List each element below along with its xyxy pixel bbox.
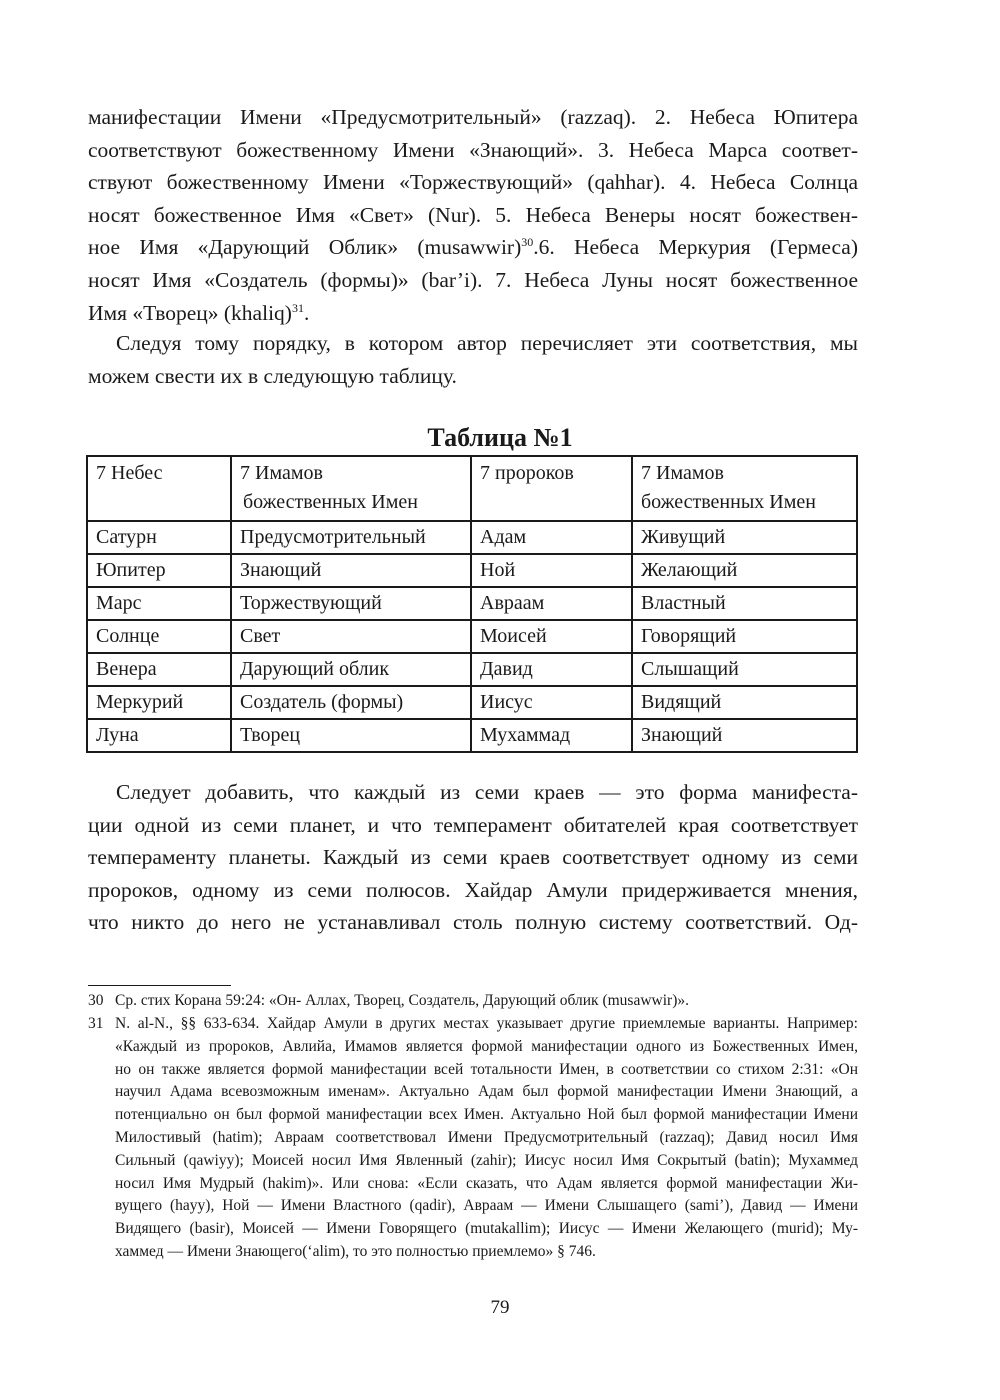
table-cell: Иисус <box>471 686 632 719</box>
header-cell: 7 Небес <box>87 456 231 521</box>
table-cell: Предусмотрительный <box>231 521 471 554</box>
header-cell: 7 пророков <box>471 456 632 521</box>
table-cell: Авраам <box>471 587 632 620</box>
text-line: носят Имя «Создатель (формы)» (bar’i). 7. Небеса Луны носят божественное <box>88 267 858 292</box>
footnote-number: 30 <box>88 992 104 1009</box>
table-cell: Солнце <box>87 620 231 653</box>
table-cell: Создатель (формы) <box>231 686 471 719</box>
table-row <box>87 620 857 653</box>
footnote-separator <box>88 985 231 986</box>
footnote-ref-31[interactable]: 31 <box>291 300 304 315</box>
text-line: можем свести их в следующую таблицу. <box>88 363 457 388</box>
table-row <box>87 587 857 620</box>
footnote-number: 31 <box>88 1015 104 1032</box>
page-number: 79 <box>490 1297 510 1318</box>
table-cell: Знающий <box>632 719 857 752</box>
table-cell: Меркурий <box>87 686 231 719</box>
footnote-30 <box>88 990 858 1013</box>
text-line: манифестации Имени «Предусмотрительный» (razzaq). 2. Небеса Юпитера <box>88 105 858 129</box>
table-cell: Желающий <box>632 554 857 587</box>
table-row <box>87 653 857 686</box>
table-cell: Говорящий <box>632 620 857 653</box>
correspondence-table <box>86 455 858 753</box>
table-cell: Видящий <box>632 686 857 719</box>
table-cell: Давид <box>471 653 632 686</box>
table-cell: Властный <box>632 587 857 620</box>
footnote-line: «Каждый из пророков, Авлийа, Имамов является формой манифестации одного из Божественных Имен, <box>115 1037 858 1055</box>
footnote-line: потенциально он был формой манифестации всех Имен. Актуально Ной был формой манифестации Имени <box>115 1106 858 1124</box>
table-header-row <box>87 456 857 521</box>
table-cell: Юпитер <box>87 554 231 587</box>
header-cell: 7 Имамов божественных Имен <box>231 456 471 521</box>
footnote-line: хаммед — Имени Знающего(‘alim), то это полностью приемлемо» § 746. <box>115 1242 596 1260</box>
footnote-line: вущего (hayy), Ной — Имени Властного (qadir), Авраам — Имени Слышащего (sami’), Давид — Имени <box>115 1197 858 1215</box>
table-cell: Торжествующий <box>231 587 471 620</box>
table-cell: Венера <box>87 653 231 686</box>
text-line: пророков, одному из семи полюсов. Хайдар Амули придерживается мнения, <box>88 877 858 902</box>
footnote-line: носил Имя Мудрый (hakim)». Или снова: «Если сказать, что Адам является формой манифестации Жи- <box>115 1174 858 1192</box>
text-line: ции одной из семи планет, и что темперамент обитателей края соответствует <box>88 812 858 837</box>
header-cell: 7 Имамов божественных Имен <box>632 456 857 521</box>
text-line: Следуя тому порядку, в котором автор перечисляет эти соответствия, мы <box>116 331 858 355</box>
footnote-ref-30[interactable]: 30 <box>521 235 534 250</box>
paragraph-1 <box>88 101 858 329</box>
table-cell: Свет <box>231 620 471 653</box>
paragraph-2 <box>88 327 858 392</box>
table-cell: Слышащий <box>632 653 857 686</box>
table-cell: Луна <box>87 719 231 752</box>
table-cell: Живущий <box>632 521 857 554</box>
table-cell: Моисей <box>471 620 632 653</box>
text-line: носят божественное Имя «Свет» (Nur). 5. Небеса Венеры носят божествен- <box>88 202 858 227</box>
footnote-line: но он также является формой манифестации всей тотальности Имен, в соответствии со стихом 2:31: «Он <box>115 1060 858 1078</box>
table-row <box>87 521 857 554</box>
footnote-line: Видящего (basir), Моисей — Имени Говорящего (mutakallim); Иисус — Имени Желающего (murid); Му- <box>115 1220 858 1238</box>
footnote-line: N. al-N., §§ 633-634. Хайдар Амули в других местах указывает другие приемлемые варианты. Например: <box>115 1015 858 1032</box>
table-cell: Знающий <box>231 554 471 587</box>
table-cell: Адам <box>471 521 632 554</box>
table-row <box>87 554 857 587</box>
paragraph-3 <box>88 776 858 939</box>
footnote-line: Сильный (qawiyy); Моисей носил Имя Явленный (zahir); Иисус носил Имя Сокрытый (batin); Мухаммед <box>115 1151 858 1169</box>
table-cell: Дарующий облик <box>231 653 471 686</box>
table-cell: Ной <box>471 554 632 587</box>
table-title: Таблица №1 <box>427 423 573 452</box>
footnote-line: Ср. стих Корана 59:24: «Он- Аллах, Творец, Создатель, Дарующий облик (musawwir)». <box>115 992 689 1009</box>
table-row <box>87 686 857 719</box>
table-row <box>87 719 857 752</box>
text-line: ствуют божественному Имени «Торжествующий» (qahhar). 4. Небеса Солнца <box>88 170 858 195</box>
table-cell: Сатурн <box>87 521 231 554</box>
table-cell: Марс <box>87 587 231 620</box>
table-cell: Творец <box>231 719 471 752</box>
text-line: соответствуют божественному Имени «Знающий». 3. Небеса Марса соответ- <box>88 137 858 162</box>
footnote-line: Милостивый (hatim); Авраам соответствовал Имени Предусмотрительный (razzaq); Давид носил Имя <box>115 1128 858 1146</box>
text-line: ное Имя «Дарующий Облик» (musawwir)$^{30}$.6. Небеса Меркурия (Гермеса) <box>88 235 858 260</box>
footnote-31 <box>88 1013 858 1264</box>
table-cell: Мухаммад <box>471 719 632 752</box>
footnote-line: научил Адама всевозможным именам». Актуально Адам был формой манифестации Имени Знающий, а <box>115 1083 858 1101</box>
text-line: Следует добавить, что каждый из семи краев — это форма манифеста- <box>116 780 858 804</box>
text-line: Имя «Творец» (khaliq)$^{31}$. <box>88 300 310 325</box>
text-line: что никто до него не устанавливал столь полную систему соответствий. Од- <box>88 910 858 935</box>
text-line: темпераменту планеты. Каждый из семи краев соответствует одному из семи <box>88 845 858 870</box>
